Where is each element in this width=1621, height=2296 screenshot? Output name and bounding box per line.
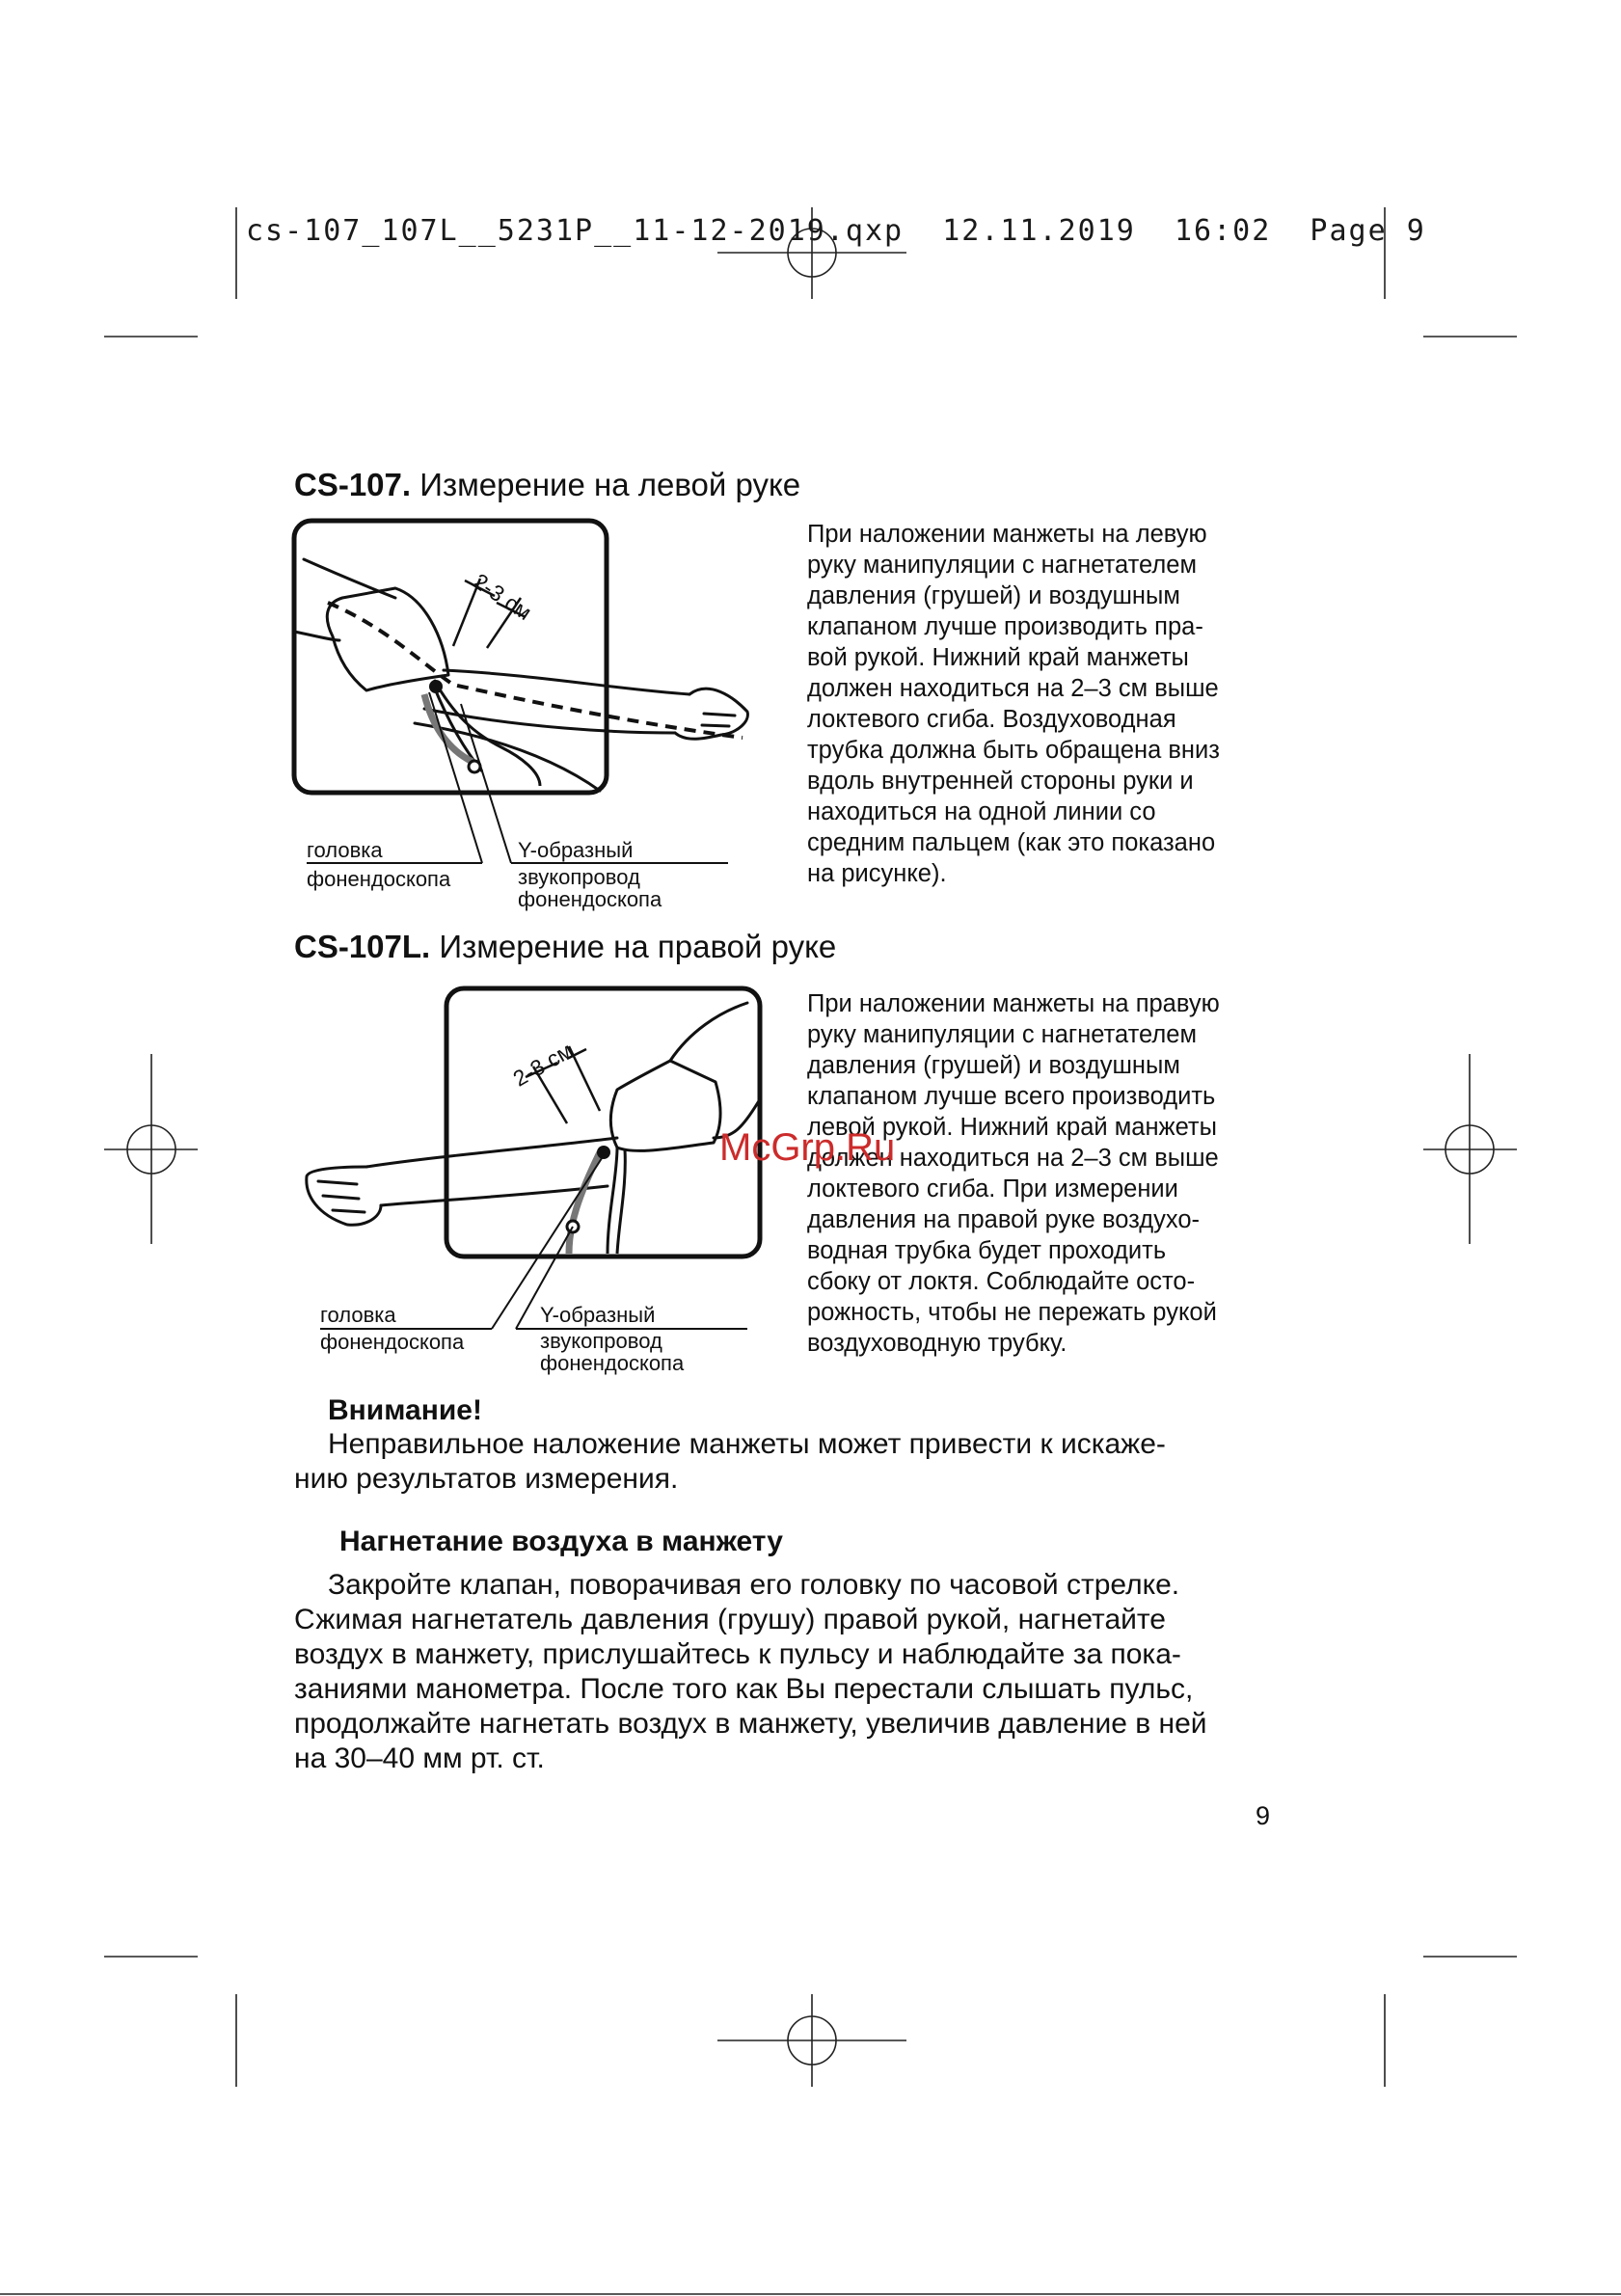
left-label-head-1: головка (307, 838, 383, 862)
text-line: локтевого сгиба. Воздуховодная (807, 706, 1176, 733)
text-line: вой рукой. Нижний край манжеты (807, 644, 1189, 671)
text-line: нию результатов измерения. (294, 1463, 679, 1495)
text-line: давления на правой руке воздухо- (807, 1206, 1201, 1233)
right-label-y-3: фонендоскопа (540, 1351, 685, 1375)
text-line: клапаном лучше всего производить (807, 1083, 1216, 1110)
text-line: давления (грушей) и воздушным (807, 582, 1180, 609)
right-label-head-1: головка (320, 1303, 396, 1327)
model-cs107: CS-107. (294, 467, 412, 502)
text-line: водная трубка будет проходить (807, 1237, 1167, 1264)
section-left-title: Измерение на левой руке (419, 467, 801, 502)
section-right-title: Измерение на правой руке (439, 929, 837, 964)
text-line: продолжайте нагнетать воздух в манжету, увеличив давление в ней (294, 1708, 1207, 1740)
text-line: клапаном лучше производить пра- (807, 613, 1203, 640)
right-description (807, 988, 1268, 1359)
text-line: заниями манометра. После того как Вы перестали слышать пульс, (294, 1673, 1194, 1705)
text-line: При наложении манжеты на левую (807, 521, 1207, 548)
text-line: на 30–40 мм рт. ст. (294, 1742, 545, 1774)
text-line: находиться на одной линии со (807, 798, 1156, 825)
text-line: должен находиться на 2–3 см выше (807, 1145, 1219, 1172)
text-line: трубка должна быть обращена вниз (807, 737, 1220, 764)
right-label-y-1: Y-образный (540, 1303, 656, 1327)
text-line: должен находиться на 2–3 см выше (807, 675, 1219, 702)
left-label-y-2: звукопровод (518, 865, 640, 889)
inflation-text (294, 1568, 1271, 1776)
text-line: руку манипуляции с нагнетателем (807, 1021, 1197, 1048)
warning-title: Внимание! (328, 1394, 482, 1426)
text-line: давления (грушей) и воздушным (807, 1052, 1180, 1079)
file-slug: cs-107_107L__5231P__11-12-2019.qxp 12.11.2019 16:02 Page 9 (246, 214, 1426, 248)
text-line: рожность, чтобы не пережать рукой (807, 1299, 1217, 1326)
right-label-y-2: звукопровод (540, 1329, 662, 1353)
right-distance-label: 2-3 см (508, 1037, 578, 1092)
text-line: Неправильное наложение манжеты может привести к искаже- (328, 1428, 1166, 1460)
left-label-head-2: фонендоскопа (307, 867, 451, 891)
text-line: локтевого сгиба. При измерении (807, 1175, 1178, 1202)
warning-text (294, 1427, 1271, 1497)
page-number: 9 (1256, 1801, 1271, 1830)
text-line: воздуховодную трубку. (807, 1330, 1067, 1357)
text-line: сбоку от локтя. Соблюдайте осто- (807, 1268, 1196, 1295)
inflation-title: Нагнетание воздуха в манжету (339, 1526, 783, 1557)
left-label-y-3: фонендоскопа (518, 887, 662, 911)
text-line: вдоль внутренней стороны руки и (807, 768, 1194, 795)
watermark-text: McGrp.Ru (719, 1126, 896, 1169)
model-cs107l: CS-107L. (294, 929, 431, 964)
text-line: руку манипуляции с нагнетателем (807, 552, 1197, 579)
right-label-head-2: фонендоскопа (320, 1330, 465, 1354)
text-line: на рисунке). (807, 860, 947, 887)
text-line: средним пальцем (как это показано (807, 829, 1216, 856)
text-line: Закройте клапан, поворачивая его головку по часовой стрелке. (328, 1569, 1180, 1601)
text-line: Сжимая нагнетатель давления (грушу) правой рукой, нагнетайте (294, 1604, 1166, 1635)
text-line: При наложении манжеты на правую (807, 990, 1220, 1017)
left-label-y-1: Y-образный (518, 838, 634, 862)
text-line: левой рукой. Нижний край манжеты (807, 1114, 1217, 1141)
left-distance-label: 2-3 см (469, 568, 537, 626)
text-line: воздух в манжету, прислушайтесь к пульсу и наблюдайте за пока- (294, 1638, 1181, 1670)
